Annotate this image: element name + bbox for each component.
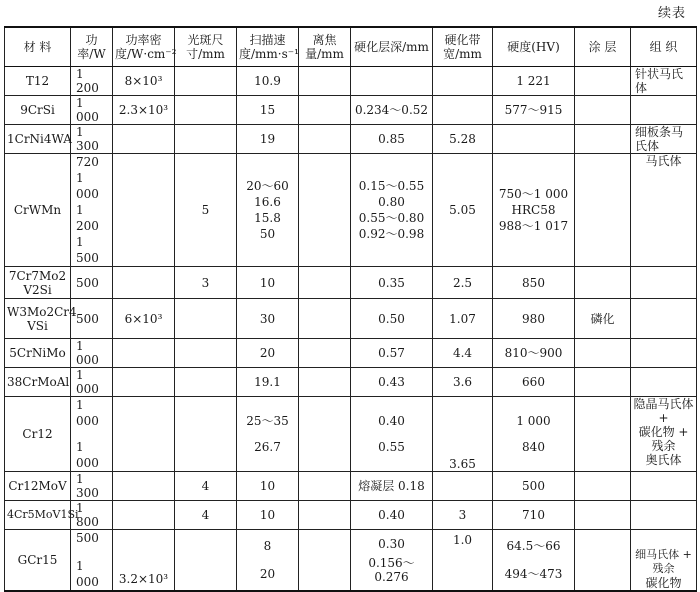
header-coating: 涂 层 xyxy=(575,27,631,67)
material-cell: GCr15 xyxy=(5,530,71,592)
header-row xyxy=(5,27,697,67)
power-cell: 1 800 xyxy=(71,501,113,530)
power-cell: 1 000 xyxy=(71,368,113,397)
coating-cell: 磷化 xyxy=(575,299,631,339)
material-cell: 1CrNi4WA xyxy=(5,125,71,154)
header-power: 功率/W xyxy=(71,27,113,67)
hardness-cell: 1 221 xyxy=(493,67,575,96)
material-cell: 38CrMoAl xyxy=(5,368,71,397)
speed-cell: 8 20 xyxy=(237,530,299,592)
header-hardness: 硬度(HV) xyxy=(493,27,575,67)
speed-cell: 10 xyxy=(237,472,299,501)
material-cell: Cr12 xyxy=(5,397,71,472)
hardness-cell: 850 xyxy=(493,267,575,299)
depth-cell: 熔凝层 0.18 xyxy=(351,472,433,501)
hardness-cell: 64.5～66 494～473 xyxy=(493,530,575,592)
material-cell: T12 xyxy=(5,67,71,96)
power-cell: 1 000 xyxy=(71,96,113,125)
header-structure: 组 织 xyxy=(631,27,697,67)
speed-cell: 25～35 26.7 xyxy=(237,397,299,472)
density-cell: 8×10³ xyxy=(113,67,175,96)
table-row xyxy=(5,472,697,501)
power-cell: 1 300 xyxy=(71,472,113,501)
hardness-cell: 710 xyxy=(493,501,575,530)
material-cell: 9CrSi xyxy=(5,96,71,125)
material-cell: Cr12MoV xyxy=(5,472,71,501)
continuation-label: 续表 xyxy=(657,6,686,21)
table-row xyxy=(5,501,697,530)
speed-cell: 20～60 16.6 15.8 50 xyxy=(237,154,299,267)
table-row xyxy=(5,67,697,96)
table-row xyxy=(5,125,697,154)
depth-cell: 0.40 0.55 xyxy=(351,397,433,472)
material-cell: 5CrNiMo xyxy=(5,339,71,368)
spot-cell: 5 xyxy=(175,154,237,267)
power-cell: 1 000 1 000 xyxy=(71,397,113,472)
table-row xyxy=(5,530,697,592)
depth-cell: 0.15～0.55 0.80 0.55～0.80 0.92～0.98 xyxy=(351,154,433,267)
width-cell: 3.6 xyxy=(433,368,493,397)
hardness-cell: 750～1 000 HRC58 988～1 017 xyxy=(493,154,575,267)
table-row xyxy=(5,154,697,267)
spot-cell: 4 xyxy=(175,501,237,530)
depth-cell: 0.40 xyxy=(351,501,433,530)
hardness-cell: 577～915 xyxy=(493,96,575,125)
header-power-density: 功率密度/W·cm⁻² xyxy=(113,27,175,67)
width-cell: 5.05 xyxy=(433,154,493,267)
structure-cell: 细板条马氏体 xyxy=(631,125,697,154)
hardness-cell: 660 xyxy=(493,368,575,397)
laser-hardening-table xyxy=(4,26,697,592)
power-cell: 500 1 000 xyxy=(71,530,113,592)
width-cell: 2.5 xyxy=(433,267,493,299)
width-cell: 4.4 xyxy=(433,339,493,368)
header-spot-size: 光斑尺寸/mm xyxy=(175,27,237,67)
power-cell: 1 300 xyxy=(71,125,113,154)
spot-cell: 3 xyxy=(175,267,237,299)
structure-cell: 隐晶马氏体 + 碳化物 + 残余 奥氏体 xyxy=(631,397,697,472)
width-cell: 3 xyxy=(433,501,493,530)
header-hardened-width: 硬化带宽/mm xyxy=(433,27,493,67)
structure-cell: 针状马氏体 xyxy=(631,67,697,96)
depth-cell: 0.35 xyxy=(351,267,433,299)
table-row xyxy=(5,397,697,472)
width-cell: 5.28 xyxy=(433,125,493,154)
depth-cell: 0.57 xyxy=(351,339,433,368)
material-cell: 4Cr5MoV1Si xyxy=(5,501,71,530)
power-cell: 500 xyxy=(71,267,113,299)
speed-cell: 20 xyxy=(237,339,299,368)
table-row xyxy=(5,368,697,397)
hardness-cell: 500 xyxy=(493,472,575,501)
header-scan-speed: 扫描速度/mm·s⁻¹ xyxy=(237,27,299,67)
speed-cell: 30 xyxy=(237,299,299,339)
depth-cell: 0.50 xyxy=(351,299,433,339)
density-cell: 6×10³ xyxy=(113,299,175,339)
width-cell: 1.0 xyxy=(433,530,493,592)
depth-cell: 0.43 xyxy=(351,368,433,397)
material-cell: W3Mo2Cr4 VSi xyxy=(5,299,71,339)
material-cell: 7Cr7Mo2 V2Si xyxy=(5,267,71,299)
structure-cell: 马氏体 xyxy=(631,154,697,267)
speed-cell: 10 xyxy=(237,501,299,530)
power-cell: 1 200 xyxy=(71,67,113,96)
speed-cell: 19.1 xyxy=(237,368,299,397)
table-row xyxy=(5,339,697,368)
material-cell: CrWMn xyxy=(5,154,71,267)
speed-cell: 19 xyxy=(237,125,299,154)
density-cell: 2.3×10³ xyxy=(113,96,175,125)
depth-cell: 0.30 0.156～ 0.276 xyxy=(351,530,433,592)
depth-cell: 0.85 xyxy=(351,125,433,154)
width-cell: 3.65 xyxy=(433,397,493,472)
spot-cell: 4 xyxy=(175,472,237,501)
hardness-cell: 980 xyxy=(493,299,575,339)
table-row xyxy=(5,267,697,299)
power-cell: 500 xyxy=(71,299,113,339)
depth-cell: 0.234～0.52 xyxy=(351,96,433,125)
header-material: 材 料 xyxy=(5,27,71,67)
header-hardened-depth: 硬化层深/mm xyxy=(351,27,433,67)
speed-cell: 15 xyxy=(237,96,299,125)
power-cell: 1 000 xyxy=(71,339,113,368)
power-cell: 720 1 000 1 200 1 500 xyxy=(71,154,113,267)
table-row xyxy=(5,96,697,125)
table-row xyxy=(5,299,697,339)
width-cell: 1.07 xyxy=(433,299,493,339)
header-defocus: 离焦量/mm xyxy=(299,27,351,67)
structure-cell: 细马氏体 + 残余 碳化物 xyxy=(631,530,697,592)
speed-cell: 10.9 xyxy=(237,67,299,96)
hardness-cell: 1 000 840 xyxy=(493,397,575,472)
density-cell: 3.2×10³ xyxy=(113,530,175,592)
hardness-cell: 810～900 xyxy=(493,339,575,368)
speed-cell: 10 xyxy=(237,267,299,299)
